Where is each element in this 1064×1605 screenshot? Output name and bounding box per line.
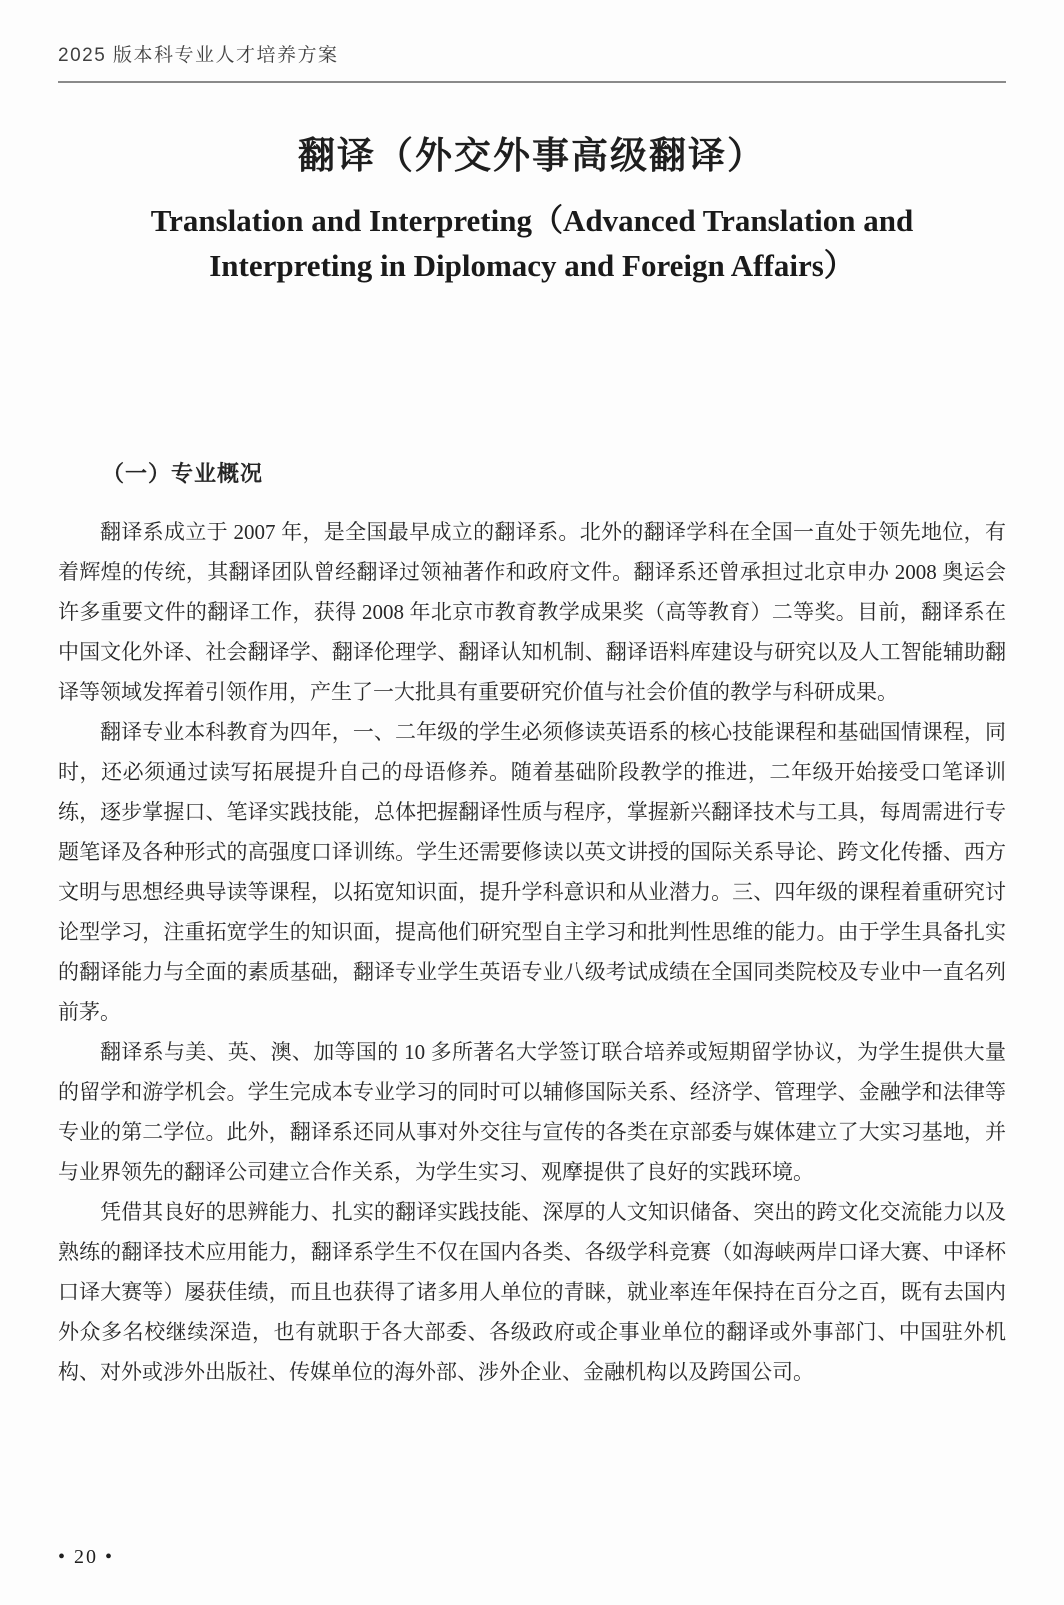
paragraph-overview: 翻译系成立于 2007 年，是全国最早成立的翻译系。北外的翻译学科在全国一直处于领先地位，有着辉煌的传统，其翻译团队曾经翻译过领袖著作和政府文件。翻译系还曾承担过北京申办 2008 奥运会许多重要文件的翻译工作，获得 2008 年北京市教育教学成果奖（高等教育）二等奖。目前，翻译系在中国文化外译、社会翻译学、翻译伦理学、翻译认知机制、翻译语料库建设与研究以及人工智能辅助翻译等领域发挥着引领作用，产生了一大批具有重要研究价值与社会价值的教学与科研成果。 [58,519,1006,704]
paragraph-exchange: 翻译系与美、英、澳、加等国的 10 多所著名大学签订联合培养或短期留学协议，为学生提供大量的留学和游学机会。学生完成本专业学习的同时可以辅修国际关系、经济学、管理学、金融学和法律等专业的第二学位。此外，翻译系还同从事对外交往与宣传的各类在京部委与媒体建立了大实习基地，并与业界领先的翻译公司建立合作关系，为学生实习、观摩提供了良好的实践环境。 [58,1039,1006,1184]
section-heading: （一）专业概况 [102,460,264,486]
paragraph-employment: 凭借其良好的思辨能力、扎实的翻译实践技能、深厚的人文知识储备、突出的跨文化交流能力以及熟练的翻译技术应用能力，翻译系学生不仅在国内各类、各级学科竞赛（如海峡两岸口译大赛、中译杯口译大赛等）屡获佳绩，而且也获得了诸多用人单位的青睐，就业率连年保持在百分之百，既有去国内外众多名校继续深造，也有就职于各大部委、各级政府或企事业单位的翻译或外事部门、中国驻外机构、对外或涉外出版社、传媒单位的海外部、涉外企业、金融机构以及跨国公司。 [58,1199,1006,1384]
body-text [58,512,1006,1392]
running-header: 2025 版本科专业人才培养方案 [58,45,339,66]
page-title-english: Translation and Interpreting（Advanced Translation and Interpreting in Diplomacy and Foreign Affairs） [150,203,914,283]
page-number: • 20 • [58,1546,115,1568]
header-divider [58,81,1006,83]
paragraph-curriculum: 翻译专业本科教育为四年，一、二年级的学生必须修读英语系的核心技能课程和基础国情课程，同时，还必须通过读写拓展提升自己的母语修养。随着基础阶段教学的推进，二年级开始接受口笔译训练，逐步掌握口、笔译实践技能，总体把握翻译性质与程序，掌握新兴翻译技术与工具，每周需进行专题笔译及各种形式的高强度口译训练。学生还需要修读以英文讲授的国际关系导论、跨文化传播、西方文明与思想经典导读等课程，以拓宽知识面，提升学科意识和从业潜力。三、四年级的课程着重研究讨论型学习，注重拓宽学生的知识面，提高他们研究型自主学习和批判性思维的能力。由于学生具备扎实的翻译能力与全面的素质基础，翻译专业学生英语专业八级考试成绩在全国同类院校及专业中一直名列前茅。 [58,719,1006,1024]
page-title-chinese: 翻译（外交外事高级翻译） [298,135,766,176]
